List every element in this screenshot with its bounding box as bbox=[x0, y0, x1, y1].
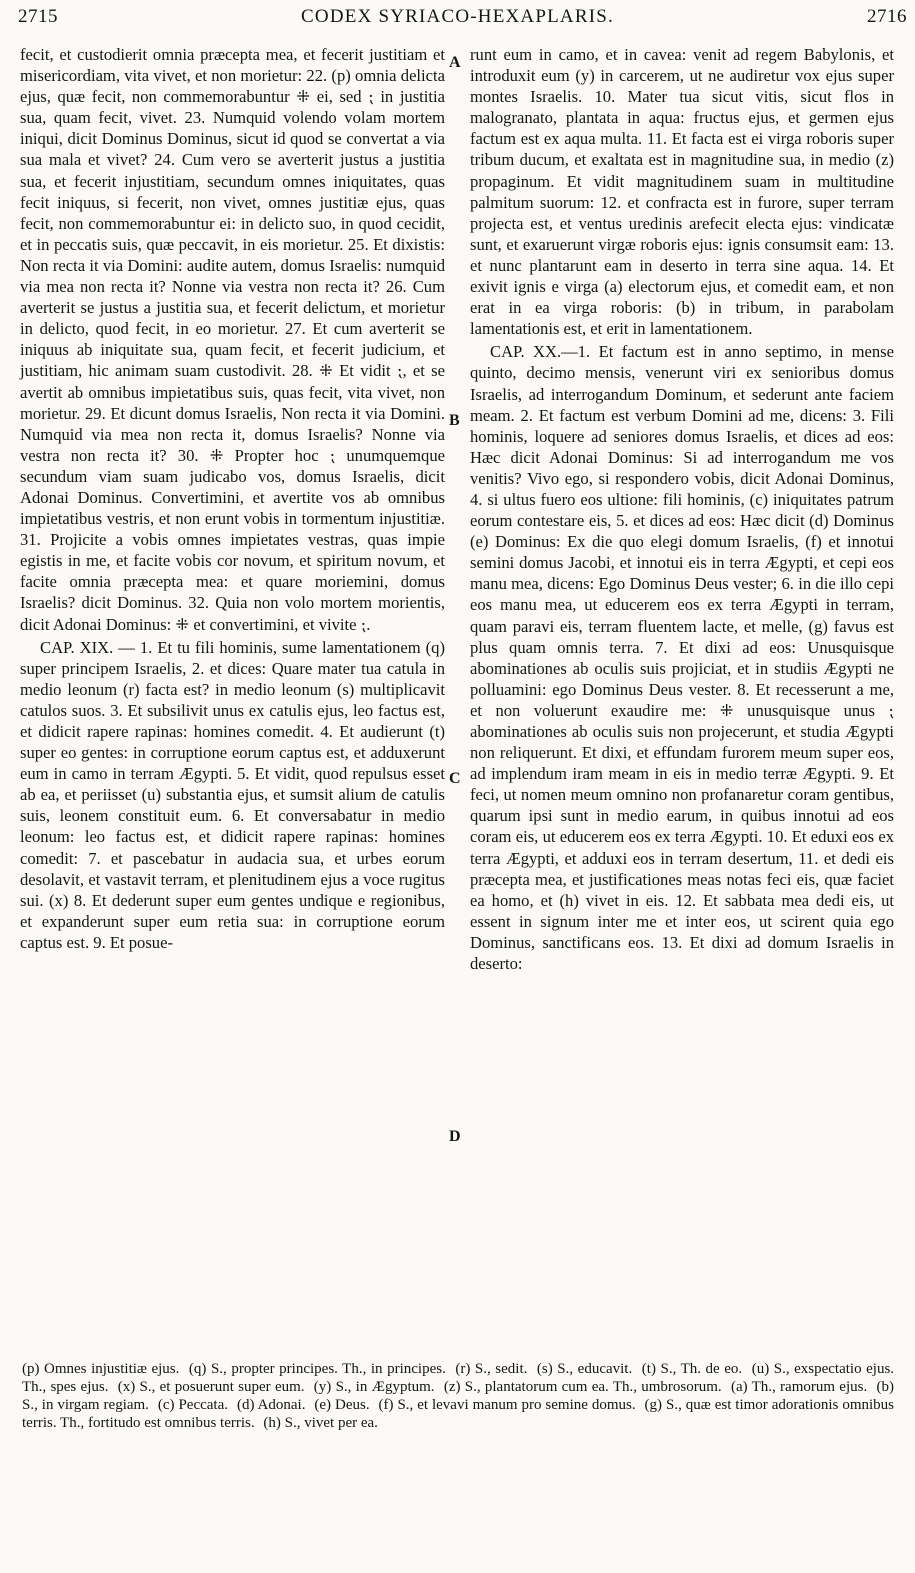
footnote-t: (t) S., Th. de eo. bbox=[641, 1361, 743, 1377]
footnote-h: (h) S., vivet per ea. bbox=[263, 1415, 378, 1431]
footnote-d: (d) Adonai. bbox=[236, 1397, 306, 1413]
page-number-right: 2716 bbox=[867, 6, 907, 27]
footnotes bbox=[22, 1360, 894, 1432]
margin-letter-d: D bbox=[449, 1128, 461, 1145]
footnote-x: (x) S., et posuerunt super eum. bbox=[117, 1379, 305, 1395]
footnote-s: (s) S., educavit. bbox=[536, 1361, 633, 1377]
right-column bbox=[470, 44, 894, 974]
running-title: CODEX SYRIACO-HEXAPLARIS. bbox=[301, 6, 614, 27]
footnote-y: (y) S., in Ægyptum. bbox=[313, 1379, 435, 1395]
page-number-left: 2715 bbox=[18, 6, 58, 27]
margin-letter-b: B bbox=[449, 412, 460, 429]
footnote-f: (f) S., et levavi manum pro semine domus. bbox=[378, 1397, 636, 1413]
footnote-p: (p) Omnes injustitiæ ejus. bbox=[22, 1361, 180, 1377]
footnote-z: (z) S., plantatorum cum ea. Th., umbrosorum. bbox=[443, 1379, 722, 1395]
chapter-19-paragraph: CAP. XIX. — 1. Et tu fili hominis, sume lamentationem (q) super principem Israelis, 2. et dices: Quare mater tua catula in medio leonum (r) facta est? in medio leonum (s) multiplicavit catulos suos. 3. Et subsilivit unus ex catulis ejus, leo factus est, et didicit rapere rapinas: homines comedit. 4. Et audierunt (t) super eo gentes: in corruptione eorum captus est, et adduxerunt eum in camo in terram Ægypti. 5. Et vidit, quod repulsus esset ab ea, et periisset (u) substantia ejus, et sumsit alium de catulis suis, leonem constituit eum. 6. Et conversabatur in medio leonum: leo factus est, et didicit rapere rapinas: homines comedit: 7. et pascebatur in audacia sua, et urbes eorum desolavit, et vastavit terram, et plenitudinem ejus a voce rugitus sui. (x) 8. Et dederunt super eum gentes undique e regionibus, et expanderunt super eum retia sua: in corruptione eorum captus est. 9. Et posue- bbox=[20, 637, 445, 952]
chapter-20-paragraph: CAP. XX.—1. Et factum est in anno septimo, in mense quinto, decimo mensis, venerunt viri ex senioribus domus Israelis, ad interrogandum Dominum, et sederunt ante faciem meam. 2. Et factum est verbum Domini ad me, dicens: 3. Fili hominis, loquere ad seniores domus Israelis, et dices ad eos: Hæc dicit Adonai Dominus: Si ad interrogandum me vos venitis? Vivo ego, si respondero vobis, dicit Adonai Dominus, 4. si ultus fuero eos ultione: fili hominis, (c) iniquitates patrum eorum contestare eis, 5. et dices ad eos: Hæc dicit (d) Dominus (e) Dominus: Ex die quo elegi domum Israelis, (f) et innotui semini domus Jacobi, et innotui eis in terra Ægypti, et cepi eos manu mea, dicens: Ego Dominus Deus vester; 6. in die illo cepi eos manu mea, ut educerem eos ex terra Ægypti in terram, quam paravi eis, terram fluentem lacte, et melle, (g) favus est plus quam omnis terra. 7. Et dixi ad eos: Unusquisque abominationes ab oculis suis projiciat, et in studiis Ægypti ne polluamini: ego Dominus Deus vester. 8. Et recesserunt a me, et non voluerunt exaudire me: ⁜ unusquisque unus ⁏ abominationes ab oculis suis non projecerunt, et studia Ægypti non reliquerunt. Et dixi, et effundam furorem meum super eos, ad implendum iram meam in eis in medio terræ Ægypti. 9. Et feci, ut nomen meum omnino non profanaretur coram gentibus, quarum ipsi sunt in medio earum, in quibus innotui ad eos coram eis, ut educerem eos ex terra Ægypti. 10. Et eduxi eos ex terra Ægypti, et adduxi eos in terram desertum, 11. et dedi eis præcepta mea, et justificationes meas notas feci eis, quæ faciet ea homo, et (h) vivet in eis. 12. Et sabbata mea dedi eis, ut essent in signum inter me et inter eos, ut scirent quia ego Dominus, sanctificans eos. 13. Et dixi ad domum Israelis in deserto: bbox=[470, 342, 894, 974]
footnote-u: (u) S., exspectatio ejus. Th., spes ejus. bbox=[22, 1361, 895, 1395]
page-header bbox=[0, 0, 915, 36]
footnote-r: (r) S., sedit. bbox=[455, 1361, 528, 1377]
left-column bbox=[20, 44, 445, 953]
footnote-e: (e) Deus. bbox=[314, 1397, 370, 1413]
footnote-b: (b) S., in virgam regiam. bbox=[22, 1379, 894, 1413]
footnote-g: (g) S., quæ est timor adorationis omnibus terris. Th., fortitudo est omnibus terris. bbox=[22, 1397, 894, 1431]
left-column-paragraph-1: fecit, et custodierit omnia præcepta mea, et fecerit justitiam et misericordiam, vita vivet, et non morietur: 22. (p) omnia delicta ejus, quæ fecit, non commemorabuntur ⁜ ei, sed ⁏ in justitia sua, quam fecit, vivet. 23. Numquid volendo volam mortem iniqui, dicit Dominus Dominus, sicut id quod se convertat a via sua mala et vivet? 24. Cum vero se averterit justus a justitia sua, et fecerit injustitiam, secundum omnes iniquitates, quas fecit iniquus, si fecerit, non vivet, omnes justitiæ ejus, quas fecit, non commemorabuntur ei: in delicto suo, in quod cecidit, et in peccatis suis, quæ peccavit, in eis morietur. 25. Et dixistis: Non recta it via Domini: audite autem, domus Israelis: numquid via mea non recta it? Nonne via vestra non recta it? 26. Cum averterit se justus a justitia sua, et fecerit delictum, et morietur in delicto, quod fecit, in eo morietur. 27. Et cum averterit se iniquus ab iniquitate sua, quam fecit, et fecerit judicium, et justitiam, hic animam suam custodivit. 28. ⁜ Et vidit ⁏, et se avertit ab omnibus impietatibus suis, quas fecit, vita vivet, non morietur. 29. Et dicunt domus Israelis, Non recta it via Domini. Numquid via mea non recta it, domus Israelis? Nonne via vestra non recta it? 30. ⁜ Propter hoc ⁏ unumquemque secundum viam suam judicabo vos, domus Israelis, dicit Adonai Dominus. Convertimini, et avertite vos ab omnibus impietatibus vestris, et non erunt vobis in tormentum injustitiæ. 31. Projicite a vobis omnes impietates vestras, quas impie egistis in me, et facite vobis cor novum, et spiritum novum, et facite omnia præcepta mea: et quare moriemini, domus Israelis? dicit Dominus. 32. Quia non volo mortem morientis, dicit Adonai Dominus: ⁜ et convertimini, et vivite ⁏. bbox=[20, 45, 445, 634]
right-column-paragraph-1: runt eum in camo, et in cavea: venit ad regem Babylonis, et introduxit eum (y) in carcerem, ut ne audiretur vox ejus super montes Israelis. 10. Mater tua sicut vitis, sicut flos in malogranato, plantata in aqua: fructus ejus, et germen ejus factum est ex aqua multa. 11. Et facta est ei virga roboris super tribum ducum, et exaltata est in magnitudine sua, in medio (z) propaginum. Et vidit magnitudinem suam in multitudine palmitum suorum: 12. et confracta est in furore, super terram projecta est, et ventus uredinis arefecit electa ejus: vindicatæ sunt, et exaruerunt virgæ roboris ejus: ignis consumsit eam: 13. et nunc plantarunt eam in deserto in terra sine aqua. 14. Et exivit ignis e virga (a) electorum ejus, et comedit eam, et non erat in ea virga roboris: (b) in tribum, in parabolam lamentationis est, et erit in lamentationem. bbox=[470, 45, 894, 339]
footnote-c: (c) Peccata. bbox=[157, 1397, 229, 1413]
footnote-q: (q) S., propter principes. Th., in principes. bbox=[188, 1361, 446, 1377]
margin-letter-a: A bbox=[449, 54, 461, 71]
margin-letter-c: C bbox=[449, 770, 461, 787]
footnote-a: (a) Th., ramorum ejus. bbox=[730, 1379, 868, 1395]
